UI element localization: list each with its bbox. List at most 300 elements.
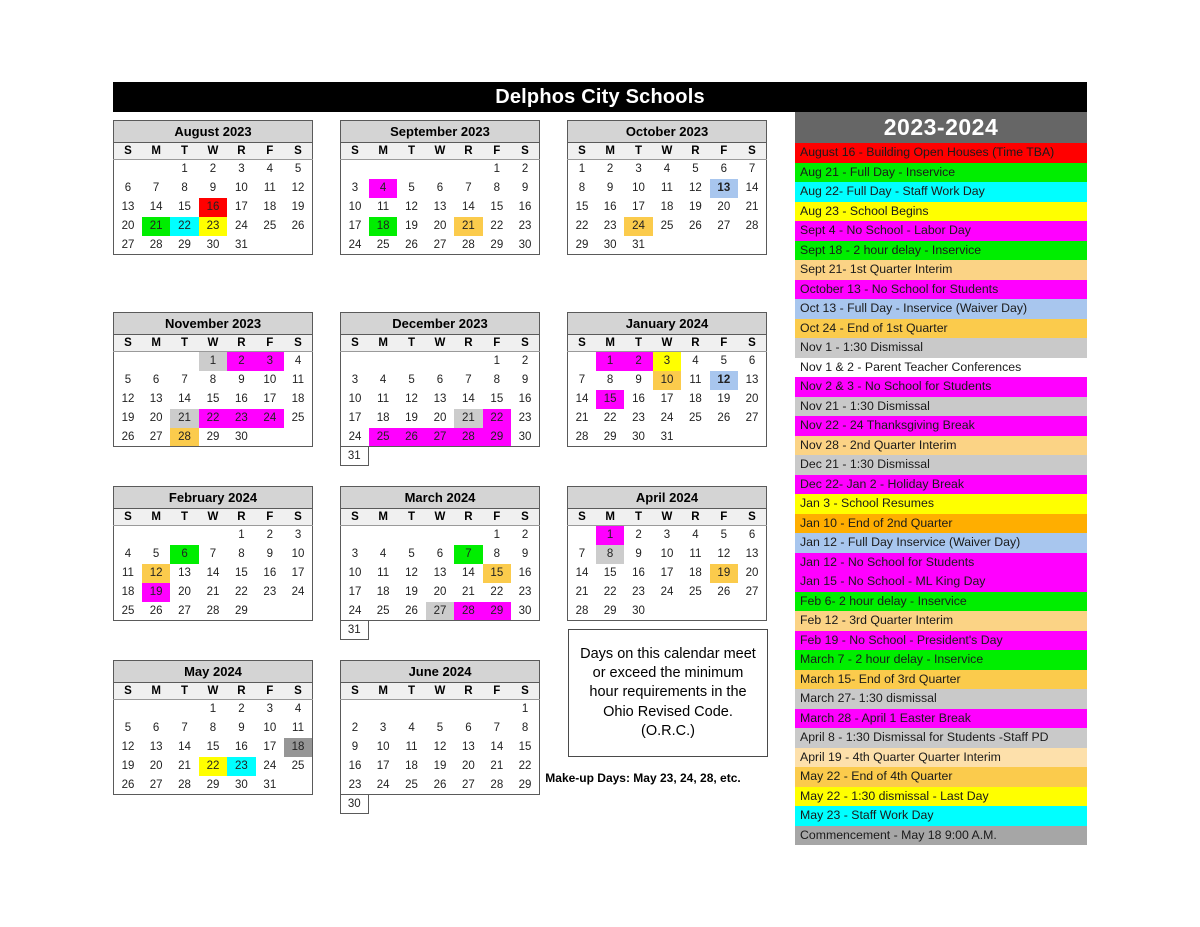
day-cell[interactable]: 21 <box>575 412 589 424</box>
day-cell[interactable]: 4 <box>692 529 699 542</box>
day-cell[interactable]: 18 <box>689 393 702 405</box>
day-cell[interactable]: 14 <box>178 741 191 753</box>
day-cell[interactable]: 13 <box>745 374 759 386</box>
day-cell-highlighted[interactable]: 8 <box>596 545 624 564</box>
day-cell[interactable]: 25 <box>263 220 277 232</box>
day-cell[interactable]: 24 <box>660 412 674 424</box>
day-cell[interactable]: 10 <box>235 182 248 194</box>
day-cell[interactable]: 6 <box>152 374 160 386</box>
day-cell[interactable]: 15 <box>603 567 617 579</box>
day-cell[interactable]: 2 <box>635 529 642 542</box>
day-cell[interactable]: 29 <box>178 238 191 251</box>
day-cell[interactable]: 2 <box>351 722 359 734</box>
day-cell[interactable]: 4 <box>294 703 302 716</box>
day-cell-highlighted[interactable]: 23 <box>227 409 255 428</box>
day-cell[interactable]: 31 <box>632 238 645 251</box>
day-cell[interactable]: 8 <box>238 548 245 560</box>
day-cell[interactable]: 4 <box>294 355 302 368</box>
day-cell[interactable]: 13 <box>433 201 447 213</box>
day-cell[interactable]: 3 <box>238 163 245 176</box>
day-cell-highlighted[interactable]: 7 <box>454 545 482 564</box>
day-cell[interactable]: 13 <box>178 567 191 579</box>
day-cell[interactable]: 30 <box>518 430 532 443</box>
day-cell[interactable]: 9 <box>351 741 359 753</box>
day-cell[interactable]: 10 <box>263 722 277 734</box>
day-cell[interactable]: 6 <box>465 722 472 734</box>
day-cell[interactable]: 15 <box>206 393 220 405</box>
day-cell[interactable]: 29 <box>518 778 532 791</box>
day-cell[interactable]: 1 <box>238 529 245 542</box>
day-cell[interactable]: 24 <box>376 778 390 791</box>
day-cell[interactable]: 25 <box>689 412 702 424</box>
day-cell[interactable]: 1 <box>493 163 501 176</box>
day-cell[interactable]: 4 <box>408 722 415 734</box>
day-cell-highlighted[interactable]: 23 <box>227 757 255 776</box>
day-cell[interactable]: 19 <box>405 412 418 424</box>
day-cell[interactable]: 17 <box>263 741 277 753</box>
day-cell[interactable]: 6 <box>748 355 756 368</box>
day-cell[interactable]: 22 <box>518 760 532 772</box>
day-cell[interactable]: 14 <box>462 201 475 213</box>
day-cell[interactable]: 27 <box>433 238 447 251</box>
day-cell[interactable]: 19 <box>121 412 135 424</box>
day-cell[interactable]: 20 <box>433 586 447 598</box>
day-cell[interactable]: 20 <box>745 567 759 579</box>
day-cell[interactable]: 4 <box>379 548 387 560</box>
day-cell[interactable]: 28 <box>575 430 589 443</box>
day-cell[interactable]: 11 <box>661 182 673 194</box>
day-cell[interactable]: 17 <box>376 760 390 772</box>
day-cell[interactable]: 22 <box>490 220 504 232</box>
day-cell[interactable]: 7 <box>181 374 188 386</box>
day-cell[interactable]: 7 <box>152 182 160 194</box>
day-cell-highlighted[interactable]: 22 <box>199 409 227 428</box>
day-cell[interactable]: 21 <box>462 586 475 598</box>
day-cell[interactable]: 29 <box>603 604 617 617</box>
day-cell[interactable]: 12 <box>717 548 731 560</box>
day-cell[interactable]: 21 <box>178 760 191 772</box>
day-cell[interactable]: 26 <box>405 238 418 251</box>
day-cell[interactable]: 2 <box>606 163 614 176</box>
day-cell[interactable]: 21 <box>575 586 589 598</box>
day-cell[interactable]: 6 <box>124 182 132 194</box>
day-cell[interactable]: 23 <box>632 412 645 424</box>
day-cell[interactable]: 15 <box>490 201 504 213</box>
day-cell-highlighted[interactable]: 3 <box>256 352 284 371</box>
day-cell[interactable]: 18 <box>405 760 418 772</box>
day-cell[interactable]: 22 <box>575 220 589 232</box>
day-cell[interactable]: 9 <box>606 182 614 194</box>
day-cell-highlighted[interactable]: 13 <box>710 179 738 198</box>
day-cell[interactable]: 1 <box>578 163 586 176</box>
day-cell[interactable]: 19 <box>405 586 418 598</box>
day-cell[interactable]: 6 <box>436 548 444 560</box>
day-cell[interactable]: 28 <box>149 238 163 251</box>
day-cell-highlighted[interactable]: 24 <box>256 409 284 428</box>
day-cell[interactable]: 14 <box>575 567 589 579</box>
day-cell[interactable]: 7 <box>578 374 586 386</box>
day-cell[interactable]: 6 <box>152 722 160 734</box>
day-cell[interactable]: 8 <box>181 182 188 194</box>
day-cell[interactable]: 16 <box>263 567 277 579</box>
day-cell[interactable]: 17 <box>348 586 362 598</box>
day-cell-highlighted[interactable]: 18 <box>369 217 397 236</box>
day-cell[interactable]: 18 <box>376 586 390 598</box>
day-cell[interactable]: 30 <box>632 604 645 617</box>
day-cell[interactable]: 12 <box>121 393 135 405</box>
day-cell[interactable]: 10 <box>291 548 305 560</box>
day-cell-highlighted[interactable]: 15 <box>483 564 511 583</box>
day-cell[interactable]: 26 <box>291 220 305 232</box>
day-cell[interactable]: 14 <box>206 567 220 579</box>
day-cell[interactable]: 9 <box>521 548 529 560</box>
day-cell[interactable]: 19 <box>717 393 731 405</box>
day-cell[interactable]: 15 <box>178 201 191 213</box>
day-cell[interactable]: 15 <box>490 393 504 405</box>
day-cell[interactable]: 20 <box>745 393 759 405</box>
day-cell[interactable]: 8 <box>209 722 217 734</box>
day-cell[interactable]: 20 <box>149 412 163 424</box>
day-cell[interactable]: 26 <box>149 604 163 617</box>
day-cell-highlighted[interactable]: 19 <box>710 564 738 583</box>
day-cell[interactable]: 19 <box>291 201 305 213</box>
day-cell[interactable]: 30 <box>518 604 532 617</box>
day-cell[interactable]: 3 <box>351 374 359 386</box>
day-cell[interactable]: 5 <box>436 722 444 734</box>
day-cell[interactable]: 30 <box>235 778 248 791</box>
day-cell[interactable]: 10 <box>263 374 277 386</box>
day-cell[interactable]: 3 <box>294 529 302 542</box>
day-cell[interactable]: 25 <box>291 760 305 772</box>
day-cell[interactable]: 19 <box>405 220 418 232</box>
day-cell[interactable]: 9 <box>635 548 642 560</box>
day-cell-highlighted[interactable]: 21 <box>454 409 482 428</box>
day-cell[interactable]: 30 <box>235 430 248 443</box>
day-cell[interactable]: 25 <box>121 604 135 617</box>
day-cell[interactable]: 29 <box>490 238 504 251</box>
day-cell[interactable]: 4 <box>266 163 274 176</box>
day-cell[interactable]: 7 <box>748 163 756 176</box>
day-cell[interactable]: 19 <box>121 760 135 772</box>
day-cell[interactable]: 22 <box>603 586 617 598</box>
day-cell-highlighted[interactable]: 6 <box>170 545 198 564</box>
day-cell[interactable]: 17 <box>348 220 362 232</box>
day-cell[interactable]: 5 <box>408 374 415 386</box>
day-cell[interactable]: 9 <box>209 182 217 194</box>
day-cell[interactable]: 16 <box>518 567 532 579</box>
day-cell[interactable]: 1 <box>493 529 501 542</box>
day-cell[interactable]: 9 <box>238 374 245 386</box>
day-cell[interactable]: 9 <box>521 374 529 386</box>
day-cell[interactable]: 5 <box>152 548 160 560</box>
day-cell[interactable]: 22 <box>490 586 504 598</box>
day-cell[interactable]: 3 <box>663 529 671 542</box>
day-cell[interactable]: 16 <box>235 741 248 753</box>
day-cell[interactable]: 30 <box>206 238 220 251</box>
day-cell[interactable]: 18 <box>660 201 674 213</box>
day-cell[interactable]: 12 <box>121 741 135 753</box>
day-cell[interactable]: 23 <box>603 220 617 232</box>
day-cell-highlighted[interactable]: 12 <box>710 371 738 390</box>
day-cell[interactable]: 28 <box>206 604 220 617</box>
day-cell[interactable]: 6 <box>748 529 756 542</box>
day-cell[interactable]: 9 <box>521 182 529 194</box>
day-cell[interactable]: 26 <box>689 220 702 232</box>
day-cell[interactable]: 14 <box>745 182 759 194</box>
day-cell[interactable]: 21 <box>745 201 759 213</box>
day-cell[interactable]: 23 <box>348 778 362 791</box>
day-cell-highlighted[interactable]: 28 <box>454 428 482 447</box>
day-cell-highlighted[interactable]: 19 <box>142 583 170 602</box>
day-cell[interactable]: 27 <box>745 586 759 598</box>
day-cell[interactable]: 23 <box>518 220 532 232</box>
day-cell[interactable]: 18 <box>121 586 135 598</box>
day-cell[interactable]: 20 <box>433 412 447 424</box>
day-cell[interactable]: 11 <box>263 182 276 194</box>
day-cell-highlighted[interactable]: 1 <box>199 352 227 371</box>
day-cell[interactable]: 21 <box>490 760 504 772</box>
day-cell[interactable]: 16 <box>632 567 645 579</box>
day-cell[interactable]: 31 <box>660 430 674 443</box>
day-cell[interactable]: 7 <box>209 548 217 560</box>
day-cell[interactable]: 28 <box>178 778 191 791</box>
day-cell[interactable]: 3 <box>635 163 642 176</box>
day-cell-overflow[interactable]: 30 <box>340 795 369 814</box>
day-cell[interactable]: 2 <box>238 703 245 716</box>
day-cell[interactable]: 5 <box>720 529 728 542</box>
day-cell-overflow[interactable]: 31 <box>340 621 369 640</box>
day-cell-highlighted[interactable]: 21 <box>142 217 170 236</box>
day-cell[interactable]: 28 <box>745 220 759 232</box>
day-cell-highlighted[interactable]: 1 <box>596 352 624 371</box>
day-cell[interactable]: 4 <box>379 374 387 386</box>
day-cell[interactable]: 6 <box>720 163 728 176</box>
day-cell[interactable]: 9 <box>266 548 274 560</box>
day-cell[interactable]: 8 <box>493 374 501 386</box>
day-cell[interactable]: 11 <box>292 374 304 386</box>
day-cell-highlighted[interactable]: 22 <box>483 409 511 428</box>
day-cell[interactable]: 18 <box>376 412 390 424</box>
day-cell[interactable]: 28 <box>575 604 589 617</box>
day-cell[interactable]: 2 <box>521 163 529 176</box>
day-cell[interactable]: 20 <box>433 220 447 232</box>
day-cell[interactable]: 11 <box>377 393 390 405</box>
day-cell[interactable]: 12 <box>291 182 305 194</box>
day-cell-highlighted[interactable]: 3 <box>653 352 681 371</box>
day-cell[interactable]: 4 <box>663 163 671 176</box>
day-cell[interactable]: 11 <box>405 741 418 753</box>
day-cell[interactable]: 27 <box>149 778 163 791</box>
day-cell[interactable]: 25 <box>376 604 390 617</box>
day-cell[interactable]: 19 <box>433 760 447 772</box>
day-cell-highlighted[interactable]: 10 <box>653 371 681 390</box>
day-cell[interactable]: 10 <box>660 548 674 560</box>
day-cell[interactable]: 17 <box>632 201 645 213</box>
day-cell-highlighted[interactable]: 29 <box>483 428 511 447</box>
day-cell[interactable]: 26 <box>405 604 418 617</box>
day-cell[interactable]: 14 <box>462 567 475 579</box>
day-cell[interactable]: 20 <box>178 586 191 598</box>
day-cell-highlighted[interactable]: 27 <box>426 602 454 621</box>
day-cell[interactable]: 31 <box>235 238 248 251</box>
day-cell[interactable]: 19 <box>689 201 702 213</box>
day-cell-highlighted[interactable]: 15 <box>596 390 624 409</box>
day-cell[interactable]: 15 <box>575 201 589 213</box>
day-cell-highlighted[interactable]: 26 <box>397 428 425 447</box>
day-cell[interactable]: 16 <box>603 201 617 213</box>
day-cell[interactable]: 13 <box>121 201 135 213</box>
day-cell[interactable]: 10 <box>376 741 390 753</box>
day-cell-highlighted[interactable]: 2 <box>624 352 652 371</box>
day-cell[interactable]: 6 <box>436 374 444 386</box>
day-cell[interactable]: 8 <box>493 548 501 560</box>
day-cell-highlighted[interactable]: 25 <box>369 428 397 447</box>
day-cell[interactable]: 25 <box>689 586 702 598</box>
day-cell-highlighted[interactable]: 27 <box>426 428 454 447</box>
day-cell-highlighted[interactable]: 28 <box>170 428 198 447</box>
day-cell[interactable]: 29 <box>235 604 248 617</box>
day-cell[interactable]: 1 <box>181 163 188 176</box>
day-cell[interactable]: 12 <box>433 741 447 753</box>
day-cell[interactable]: 24 <box>348 604 362 617</box>
day-cell[interactable]: 11 <box>121 567 134 579</box>
day-cell[interactable]: 7 <box>181 722 188 734</box>
day-cell[interactable]: 3 <box>266 703 274 716</box>
day-cell[interactable]: 27 <box>178 604 191 617</box>
day-cell[interactable]: 2 <box>266 529 274 542</box>
day-cell[interactable]: 30 <box>518 238 532 251</box>
day-cell[interactable]: 22 <box>603 412 617 424</box>
day-cell[interactable]: 1 <box>493 355 501 368</box>
day-cell[interactable]: 11 <box>689 548 702 560</box>
day-cell[interactable]: 16 <box>235 393 248 405</box>
day-cell[interactable]: 25 <box>405 778 418 791</box>
day-cell[interactable]: 6 <box>436 182 444 194</box>
day-cell[interactable]: 1 <box>521 703 529 716</box>
day-cell[interactable]: 10 <box>348 393 362 405</box>
day-cell-highlighted[interactable]: 22 <box>170 217 198 236</box>
day-cell[interactable]: 9 <box>238 722 245 734</box>
day-cell[interactable]: 14 <box>575 393 589 405</box>
day-cell[interactable]: 11 <box>377 201 390 213</box>
day-cell-overflow[interactable]: 31 <box>340 447 369 466</box>
day-cell[interactable]: 20 <box>462 760 475 772</box>
day-cell[interactable]: 9 <box>635 374 642 386</box>
day-cell[interactable]: 24 <box>291 586 305 598</box>
day-cell[interactable]: 13 <box>745 548 759 560</box>
day-cell[interactable]: 21 <box>206 586 220 598</box>
day-cell[interactable]: 27 <box>462 778 475 791</box>
day-cell[interactable]: 27 <box>745 412 759 424</box>
day-cell-highlighted[interactable]: 21 <box>454 217 482 236</box>
day-cell[interactable]: 3 <box>379 722 387 734</box>
day-cell[interactable]: 23 <box>632 586 645 598</box>
day-cell[interactable]: 28 <box>490 778 504 791</box>
day-cell[interactable]: 13 <box>149 393 163 405</box>
day-cell[interactable]: 20 <box>121 220 135 232</box>
day-cell[interactable]: 11 <box>689 374 702 386</box>
day-cell[interactable]: 5 <box>720 355 728 368</box>
day-cell[interactable]: 20 <box>149 760 163 772</box>
day-cell[interactable]: 23 <box>263 586 277 598</box>
day-cell[interactable]: 27 <box>121 238 135 251</box>
day-cell[interactable]: 8 <box>209 374 217 386</box>
day-cell-highlighted[interactable]: 1 <box>596 526 624 545</box>
day-cell[interactable]: 2 <box>521 355 529 368</box>
day-cell[interactable]: 25 <box>376 238 390 251</box>
day-cell[interactable]: 3 <box>351 548 359 560</box>
day-cell-highlighted[interactable]: 21 <box>170 409 198 428</box>
day-cell-highlighted[interactable]: 28 <box>454 602 482 621</box>
day-cell[interactable]: 4 <box>692 355 699 368</box>
day-cell[interactable]: 5 <box>124 722 132 734</box>
day-cell[interactable]: 13 <box>433 393 447 405</box>
day-cell-highlighted[interactable]: 2 <box>227 352 255 371</box>
day-cell-highlighted[interactable]: 12 <box>142 564 170 583</box>
day-cell[interactable]: 10 <box>348 201 362 213</box>
day-cell[interactable]: 12 <box>405 393 418 405</box>
day-cell[interactable]: 5 <box>124 374 132 386</box>
day-cell[interactable]: 13 <box>149 741 163 753</box>
day-cell[interactable]: 24 <box>235 220 248 232</box>
day-cell[interactable]: 12 <box>405 567 418 579</box>
day-cell[interactable]: 13 <box>433 567 447 579</box>
day-cell[interactable]: 17 <box>348 412 362 424</box>
day-cell[interactable]: 14 <box>149 201 163 213</box>
day-cell[interactable]: 27 <box>149 430 163 443</box>
day-cell[interactable]: 12 <box>689 182 702 194</box>
day-cell[interactable]: 8 <box>493 182 501 194</box>
day-cell[interactable]: 7 <box>578 548 586 560</box>
day-cell[interactable]: 24 <box>263 760 277 772</box>
day-cell[interactable]: 18 <box>291 393 305 405</box>
day-cell-highlighted[interactable]: 24 <box>624 217 652 236</box>
day-cell[interactable]: 14 <box>178 393 191 405</box>
day-cell[interactable]: 29 <box>206 430 220 443</box>
day-cell[interactable]: 16 <box>518 393 532 405</box>
day-cell[interactable]: 30 <box>632 430 645 443</box>
day-cell[interactable]: 26 <box>717 586 731 598</box>
day-cell[interactable]: 29 <box>206 778 220 791</box>
day-cell[interactable]: 17 <box>291 567 305 579</box>
day-cell[interactable]: 2 <box>521 529 529 542</box>
day-cell[interactable]: 26 <box>121 778 135 791</box>
day-cell-highlighted[interactable]: 29 <box>483 602 511 621</box>
day-cell[interactable]: 18 <box>263 201 277 213</box>
day-cell-highlighted[interactable]: 23 <box>199 217 227 236</box>
day-cell[interactable]: 25 <box>291 412 305 424</box>
day-cell[interactable]: 24 <box>348 430 362 443</box>
day-cell[interactable]: 17 <box>263 393 277 405</box>
day-cell[interactable]: 18 <box>689 567 702 579</box>
day-cell[interactable]: 3 <box>351 182 359 194</box>
day-cell[interactable]: 10 <box>348 567 362 579</box>
day-cell[interactable]: 30 <box>603 238 617 251</box>
day-cell[interactable]: 17 <box>660 567 674 579</box>
day-cell[interactable]: 16 <box>348 760 362 772</box>
day-cell[interactable]: 14 <box>490 741 504 753</box>
day-cell[interactable]: 11 <box>377 567 390 579</box>
day-cell[interactable]: 27 <box>717 220 731 232</box>
day-cell[interactable]: 8 <box>521 722 529 734</box>
day-cell[interactable]: 24 <box>348 238 362 251</box>
day-cell[interactable]: 1 <box>209 703 217 716</box>
day-cell[interactable]: 4 <box>124 548 132 560</box>
day-cell[interactable]: 15 <box>518 741 532 753</box>
day-cell[interactable]: 10 <box>632 182 645 194</box>
day-cell[interactable]: 5 <box>408 182 415 194</box>
day-cell[interactable]: 17 <box>235 201 248 213</box>
